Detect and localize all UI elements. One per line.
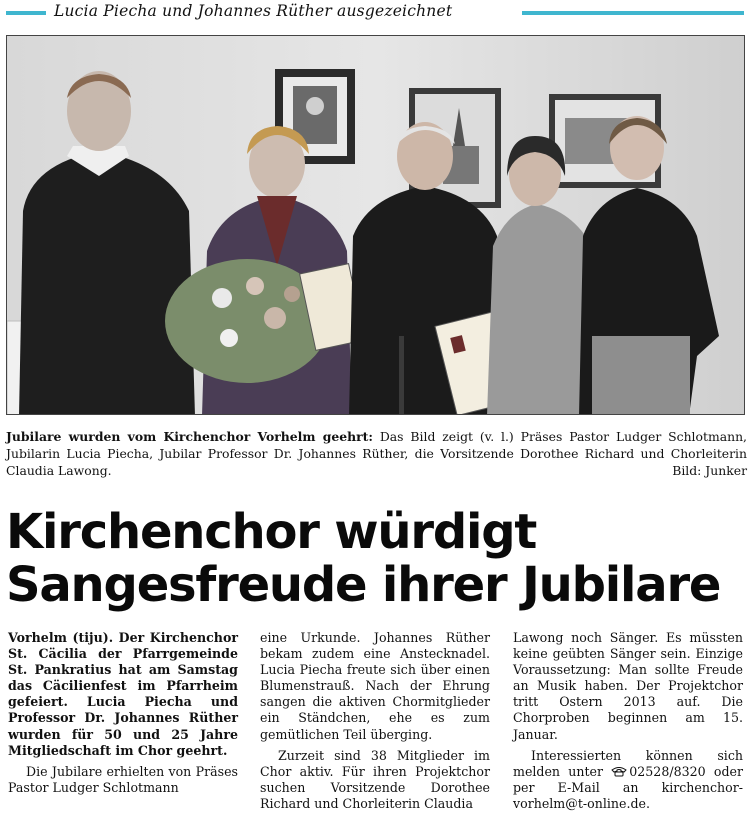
- headline: [6, 506, 750, 612]
- caption-lead: Jubilare wurden vom Kirchenchor Vorhelm geehrt:: [6, 429, 373, 444]
- photo-caption: [6, 428, 747, 479]
- group-photo: [6, 35, 745, 415]
- article-column-2: [260, 630, 490, 812]
- kicker-line: [0, 0, 750, 26]
- article-contact-paragraph: [513, 748, 743, 812]
- kicker-rule-left: [6, 11, 46, 15]
- article-paragraph: eine Urkunde. Johannes Rüther bekam zudem eine Anstecknadel. Lucia Piecha freute sich über einen Blumenstrauß. Nach der Ehrung sangen die aktiven Chormitglieder ein Ständchen, ehe es zum gemütlichen Teil überging.: [260, 630, 490, 742]
- headline-line-2: Sangesfreude ihrer Jubilare: [6, 557, 721, 613]
- article-paragraph: Die Jubilare erhielten von Präses Pastor Ludger Schlotmann: [8, 763, 238, 795]
- telephone-icon: [611, 766, 627, 777]
- contact-email-text: oder per E-Mail an kirchenchor-vorhelm@t-online.de.: [513, 763, 743, 811]
- headline-line-1: Kirchenchor würdigt: [6, 504, 537, 560]
- article-column-1: [8, 630, 238, 796]
- caption-text: Das Bild zeigt (v. l.) Präses Pastor Ludger Schlotmann, Jubilarin Lucia Piecha, Jubilar Professor Dr. Johannes Rüther, die Vorsitzende Dorothee Richard und Chorleiterin Claudia Lawong.: [6, 429, 747, 478]
- contact-phone: 02528/8320: [629, 763, 706, 779]
- contact-intro: Interessierten können sich melden unter: [513, 747, 743, 779]
- article-paragraph: Zurzeit sind 38 Mitglieder im Chor aktiv. Für ihren Projektchor suchen Vorsitzende Dorothee Richard und Chorleiterin Claudia: [260, 747, 490, 811]
- article-column-3: [513, 630, 743, 812]
- article-paragraph: Lawong noch Sänger. Es müssten keine geübten Sänger sein. Einzige Voraussetzung: Man sollte Freude an Musik haben. Der Projektchor tritt Ostern 2013 auf. Die Chorproben beginnen am 15. Januar.: [513, 630, 743, 742]
- kicker-rule-right: [522, 11, 744, 15]
- article-lead: Vorhelm (tiju). Der Kirchenchor St. Cäcilia der Pfarrgemeinde St. Pankratius hat am Samstag das Cäcilienfest im Pfarrheim gefeiert. Lucia Piecha und Professor Dr. Johannes Rüther wurden für 50 und 25 Jahre Mitgliedschaft im Chor geehrt.: [8, 630, 238, 758]
- kicker-text: Lucia Piecha und Johannes Rüther ausgezeichnet: [54, 2, 453, 20]
- photo-credit: Bild: Junker: [672, 463, 747, 478]
- group-photo-illustration: [7, 36, 745, 415]
